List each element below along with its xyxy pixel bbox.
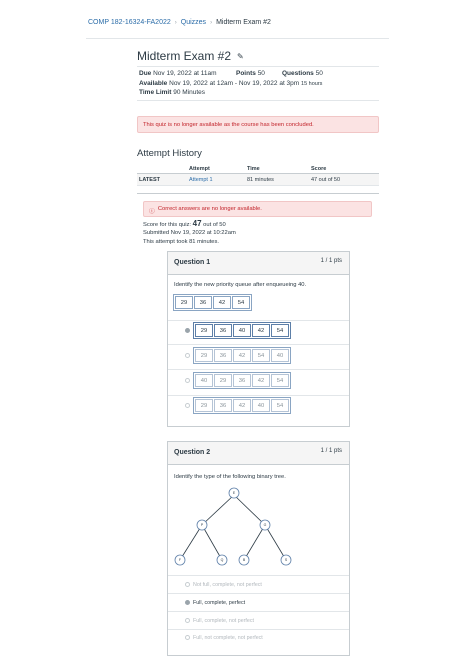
score-line: Score for this quiz: 47 out of 50 — [143, 219, 226, 228]
due-line: Due Nov 19, 2022 at 11am — [139, 70, 217, 77]
queue-cell: 36 — [214, 324, 232, 337]
breadcrumb-quizzes-link[interactable]: Quizzes — [180, 19, 207, 26]
table-header: Attempt Time Score — [137, 163, 379, 174]
question-text: Identify the type of the following binary tree. — [174, 474, 286, 480]
answer-radio[interactable] — [185, 635, 190, 640]
tree-node-label: B — [242, 558, 246, 562]
queue-cell: 42 — [233, 349, 251, 362]
submitted-line: Submitted Nov 19, 2022 at 10:22am — [143, 230, 236, 236]
answer-radio[interactable] — [185, 600, 190, 605]
answer-radio[interactable] — [185, 353, 190, 358]
queue-cell: 54 — [271, 399, 289, 412]
tree-node-label: E — [232, 491, 236, 495]
queue-cell: 40 — [271, 349, 289, 362]
queue-cell: 29 — [175, 296, 193, 309]
queue-cell: 54 — [252, 349, 270, 362]
answer-radio[interactable] — [185, 403, 190, 408]
time-limit-line: Time Limit 90 Minutes — [139, 89, 205, 96]
question-points: 1 / 1 pts — [320, 258, 342, 264]
answer-option-1[interactable] — [193, 322, 291, 339]
queue-cell: 36 — [233, 374, 251, 387]
available-line: Available Nov 19, 2022 at 12am - Nov 19, 2022 at 3pm 15 hours — [139, 80, 323, 87]
attempt-history-table — [137, 163, 379, 186]
divider — [168, 575, 349, 576]
question-title: Question 2 — [174, 449, 211, 456]
queue-cell: 36 — [214, 349, 232, 362]
divider — [168, 369, 349, 370]
queue-cell: 54 — [271, 324, 289, 337]
chevron-right-icon: › — [174, 19, 177, 26]
chevron-right-icon: › — [210, 19, 213, 26]
queue-cell: 42 — [252, 324, 270, 337]
divider — [137, 193, 379, 194]
answer-option-3[interactable]: Full, complete, not perfect — [193, 618, 254, 624]
queue-cell: 29 — [214, 374, 232, 387]
queue-cell: 29 — [195, 349, 213, 362]
answers-unavailable-alert: ⓘ Correct answers are no longer available. — [143, 201, 372, 217]
attempt-history-title: Attempt History — [137, 148, 202, 159]
answer-option-3[interactable] — [193, 372, 291, 389]
queue-cell: 42 — [213, 296, 231, 309]
question-card-1 — [167, 251, 350, 427]
table-row: LATEST Attempt 1 81 minutes 47 out of 50 — [137, 174, 379, 186]
queue-cell: 36 — [214, 399, 232, 412]
queue-cell: 54 — [232, 296, 250, 309]
answer-option-4[interactable] — [193, 397, 291, 414]
questions-line: Questions 50 — [282, 70, 323, 77]
queue-cell: 36 — [194, 296, 212, 309]
answer-option-2[interactable]: Full, complete, perfect — [193, 600, 246, 606]
divider — [168, 611, 349, 612]
answer-option-4[interactable]: Full, not complete, not perfect — [193, 635, 263, 641]
queue-cell: 54 — [271, 374, 289, 387]
info-icon: ⓘ — [149, 209, 155, 215]
question-text: Identify the new priority queue after enqueueing 40. — [174, 282, 307, 288]
tree-node-label: Q — [220, 558, 224, 562]
divider — [86, 38, 389, 39]
answer-radio[interactable] — [185, 378, 190, 383]
answer-radio[interactable] — [185, 618, 190, 623]
divider — [168, 320, 349, 321]
question-header — [168, 252, 349, 275]
question-points: 1 / 1 pts — [320, 448, 342, 454]
quiz-unavailable-alert: This quiz is no longer available as the course has been concluded. — [137, 116, 379, 133]
given-queue — [173, 294, 252, 311]
queue-cell: 40 — [233, 324, 251, 337]
answer-radio[interactable] — [185, 328, 190, 333]
divider — [168, 395, 349, 396]
queue-cell: 29 — [195, 399, 213, 412]
breadcrumb-course-link[interactable]: COMP 182-16324-FA2022 — [88, 19, 171, 26]
queue-cell: 29 — [195, 324, 213, 337]
divider — [168, 344, 349, 345]
tree-node-label: F — [178, 558, 182, 562]
divider — [168, 629, 349, 630]
tree-node-label: P — [200, 523, 204, 527]
binary-tree-diagram — [172, 491, 302, 573]
answer-option-2[interactable] — [193, 347, 291, 364]
answer-option-1[interactable]: Not full, complete, not perfect — [193, 582, 262, 588]
queue-cell: 40 — [195, 374, 213, 387]
points-line: Points 50 — [236, 70, 265, 77]
tree-node-label: S — [284, 558, 288, 562]
divider — [168, 593, 349, 594]
queue-cell: 42 — [233, 399, 251, 412]
question-header — [168, 442, 349, 465]
attempt-link[interactable]: Attempt 1 — [189, 177, 213, 183]
question-title: Question 1 — [174, 259, 211, 266]
duration-line: This attempt took 81 minutes. — [143, 239, 220, 245]
queue-cell: 40 — [252, 399, 270, 412]
title-row — [137, 49, 244, 63]
breadcrumb — [88, 19, 271, 26]
divider — [137, 100, 379, 101]
page-title: Midterm Exam #2 — [137, 49, 232, 63]
accessibility-icon: ✎ — [237, 51, 244, 61]
divider — [137, 66, 379, 67]
tree-node-label: G — [263, 523, 267, 527]
queue-cell: 42 — [252, 374, 270, 387]
question-card-2 — [167, 441, 350, 656]
answer-radio[interactable] — [185, 582, 190, 587]
breadcrumb-current: Midterm Exam #2 — [216, 19, 271, 26]
